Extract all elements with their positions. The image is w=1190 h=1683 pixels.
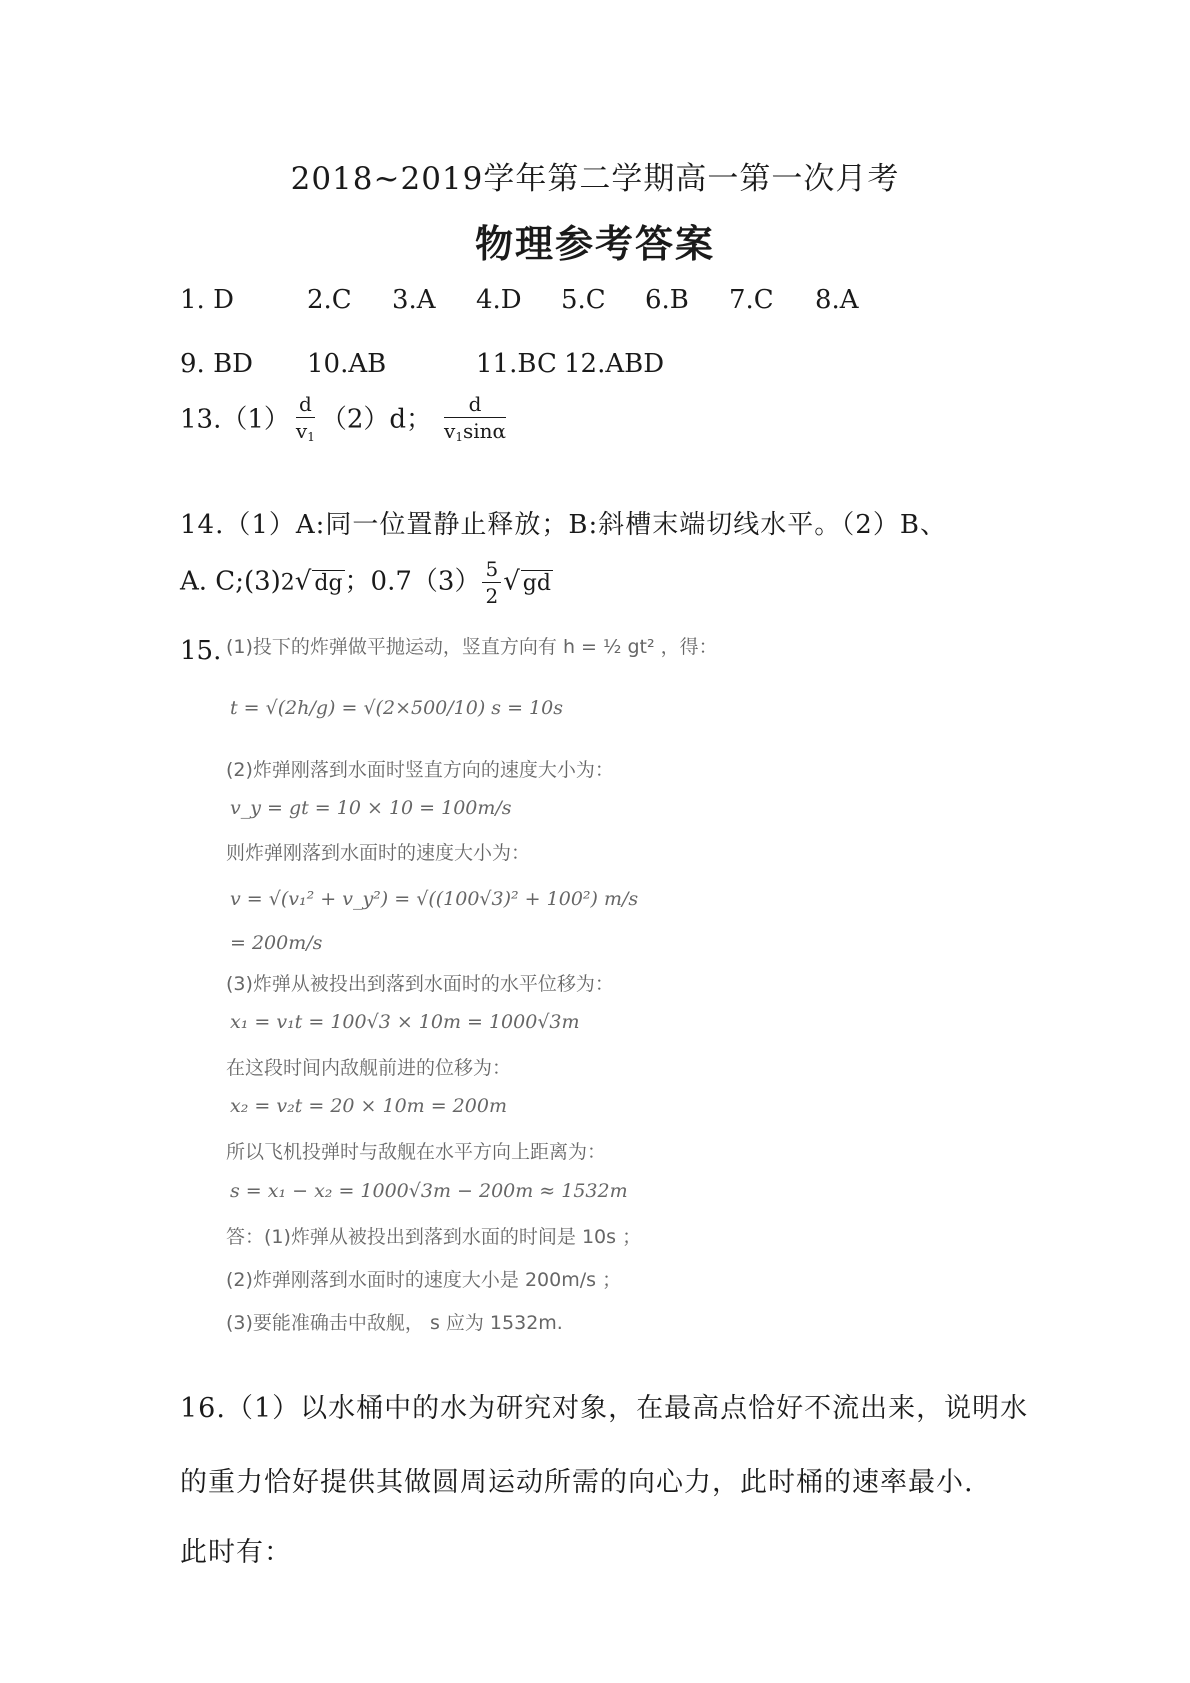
q14-radicand-1: dg bbox=[314, 570, 343, 596]
q13-frac1-den: v bbox=[295, 419, 308, 443]
answer-5: 5.C bbox=[561, 285, 606, 315]
answer-12: 12.ABD bbox=[564, 349, 665, 379]
q13-frac2-num: d bbox=[444, 393, 506, 418]
q13-frac2-den-sub: 1 bbox=[455, 430, 463, 444]
q16-line-2: 的重力恰好提供其做圆周运动所需的向心力，此时桶的速率最小. bbox=[180, 1467, 974, 1498]
question-14-line-1: 14.（1）A:同一位置静止释放；B:斜槽末端切线水平。（2）B、 bbox=[180, 510, 947, 540]
q15-line-16: (3)要能准确击中敌舰， s 应为 1532m. bbox=[226, 1312, 563, 1334]
answer-7: 7.C bbox=[729, 285, 774, 315]
q13-frac1-num: d bbox=[296, 393, 315, 418]
q15-line-14: 答：(1)炸弹从被投出到落到水面的时间是 10s ； bbox=[226, 1226, 642, 1248]
q15-line-4: v_y = gt = 10 × 10 = 100m/s bbox=[230, 797, 512, 819]
q13-label: 13.（1） bbox=[180, 404, 290, 435]
question-15-label: 15. bbox=[180, 636, 222, 666]
sqrt-icon-2: √ bbox=[503, 566, 520, 597]
q15-line-1: (1)投下的炸弹做平抛运动，竖直方向有 h = ½ gt² ，得： bbox=[226, 636, 718, 658]
q15-line-12: 所以飞机投弹时与敌舰在水平方向上距离为： bbox=[226, 1141, 607, 1163]
q14-coef: 2 bbox=[280, 570, 295, 596]
question-13 bbox=[180, 393, 512, 448]
q15-line-13: s = x₁ − x₂ = 1000√3m − 200m ≈ 1532m bbox=[230, 1180, 628, 1202]
q13-part2: （2）d； bbox=[320, 404, 433, 435]
q14-fraction bbox=[482, 558, 501, 607]
q15-line-9: x₁ = v₁t = 100√3 × 10m = 1000√3m bbox=[230, 1011, 580, 1033]
answer-1: 1. D bbox=[180, 285, 234, 315]
q13-frac1-den-sub: 1 bbox=[307, 430, 315, 444]
q16-line-3: 此时有： bbox=[180, 1537, 292, 1568]
sqrt-icon: √ bbox=[294, 566, 312, 597]
q14-frac-den: 2 bbox=[485, 584, 499, 608]
q15-line-6: v = √(v₁² + v_y²) = √((100√3)² + 100²) m/s bbox=[230, 888, 639, 910]
q15-line-7: = 200m/s bbox=[230, 932, 323, 954]
q13-frac2-den: v bbox=[444, 419, 456, 443]
q14-line2-start: A. C;(3) bbox=[180, 566, 281, 597]
q14-frac-num: 5 bbox=[482, 558, 501, 583]
answer-4: 4.D bbox=[476, 285, 522, 315]
answer-6: 6.B bbox=[645, 285, 689, 315]
q15-line-5: 则炸弹刚落到水面时的速度大小为： bbox=[226, 842, 531, 864]
answer-9: 9. BD bbox=[180, 349, 254, 379]
answer-3: 3.A bbox=[392, 285, 436, 315]
exam-title: 2018~2019学年第二学期高一第一次月考 bbox=[290, 161, 900, 197]
q13-fraction-1 bbox=[296, 393, 315, 448]
answer-8: 8.A bbox=[815, 285, 859, 315]
q15-line-3: (2)炸弹刚落到水面时竖直方向的速度大小为： bbox=[226, 759, 614, 781]
q14-radicand-2: gd bbox=[522, 570, 551, 596]
answer-key-title: 物理参考答案 bbox=[474, 222, 715, 266]
q15-line-11: x₂ = v₂t = 20 × 10m = 200m bbox=[230, 1095, 507, 1117]
q13-fraction-2 bbox=[444, 393, 506, 448]
q15-line-2: t = √(2h/g) = √(2×500/10) s = 10s bbox=[230, 697, 563, 719]
answer-10: 10.AB bbox=[307, 349, 387, 379]
answer-11: 11.BC bbox=[476, 349, 557, 379]
answer-2: 2.C bbox=[307, 285, 352, 315]
q15-line-8: (3)炸弹从被投出到落到水面时的水平位移为： bbox=[226, 973, 614, 995]
q16-line-1: 16.（1）以水桶中的水为研究对象，在最高点恰好不流出来，说明水 bbox=[180, 1393, 1029, 1424]
q13-frac2-den-tail: sinα bbox=[463, 419, 507, 443]
q15-line-15: (2)炸弹刚落到水面时的速度大小是 200m/s ； bbox=[226, 1269, 622, 1291]
q15-line-10: 在这段时间内敌舰前进的位移为： bbox=[226, 1057, 512, 1079]
q14-mid: ；0.7（3） bbox=[344, 566, 481, 597]
question-14-line-2 bbox=[180, 558, 553, 607]
